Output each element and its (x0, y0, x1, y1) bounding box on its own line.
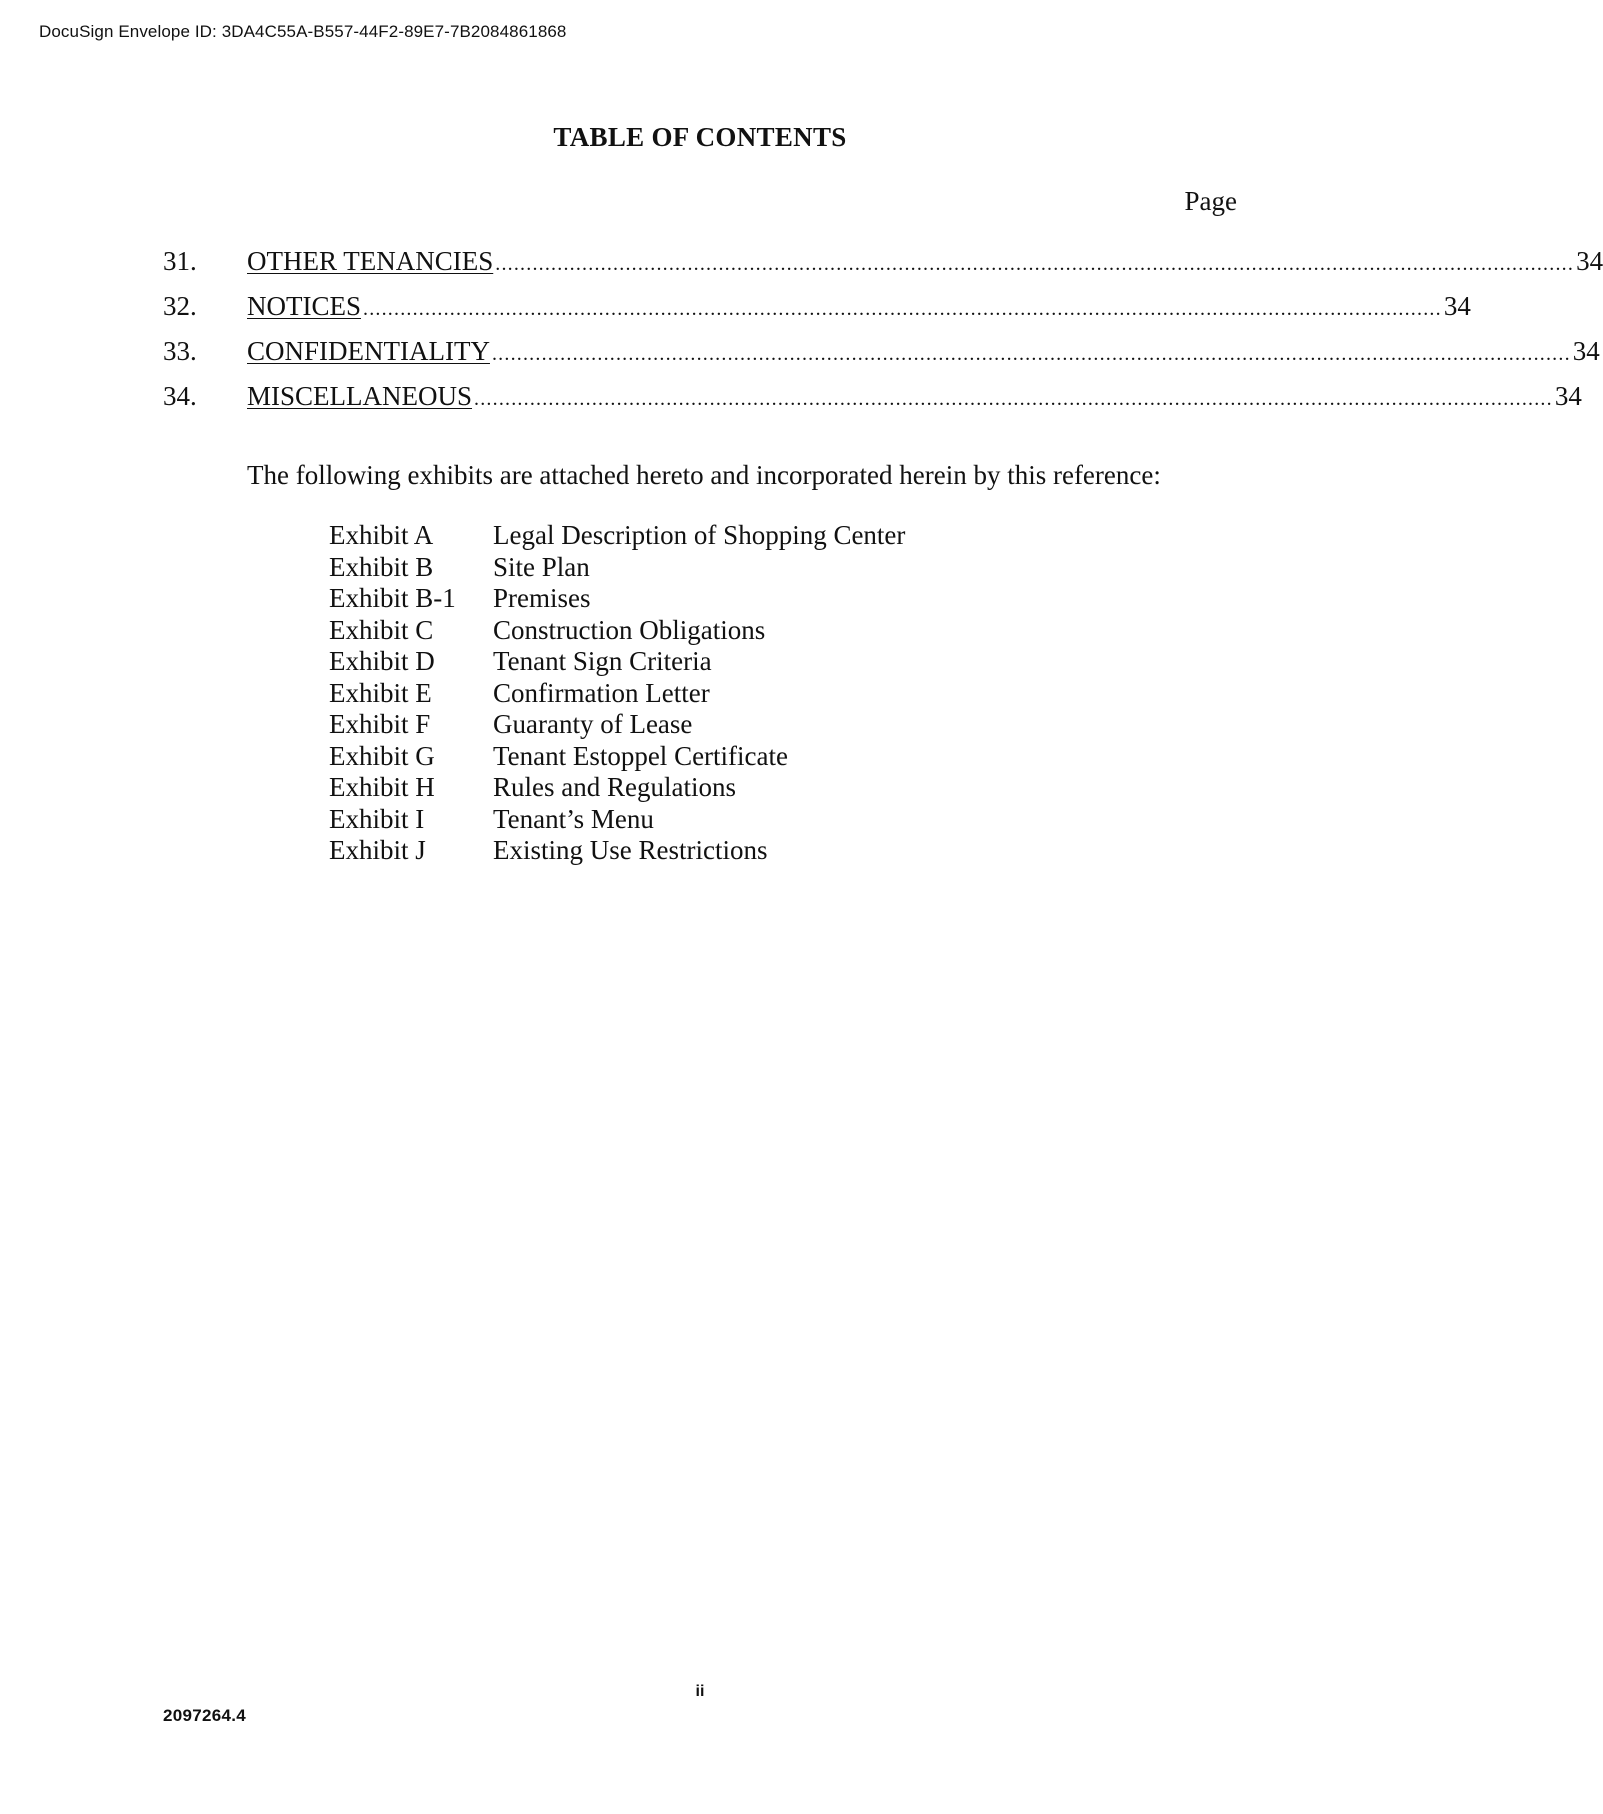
exhibit-description: Existing Use Restrictions (493, 835, 768, 865)
dot-leader: .............................................................................................................................................................................. (363, 298, 1442, 320)
toc-entry-page: 34 (1443, 291, 1471, 321)
exhibit-item (329, 583, 905, 615)
exhibit-description: Tenant Sign Criteria (493, 646, 712, 676)
exhibit-item (329, 741, 905, 773)
toc-entry-number: 34. (163, 381, 197, 411)
exhibit-item (329, 709, 905, 741)
toc-entry-title[interactable]: NOTICES (247, 291, 361, 321)
exhibit-description: Premises (493, 583, 591, 613)
exhibit-label: Exhibit I (329, 803, 425, 834)
toc-entry-page: 34 (1572, 336, 1600, 366)
dot-leader: .............................................................................................................................................................................. (491, 343, 1571, 365)
toc-entry[interactable] (163, 336, 1600, 381)
exhibit-description: Rules and Regulations (493, 772, 736, 802)
exhibit-item (329, 646, 905, 678)
envelope-id: DocuSign Envelope ID: 3DA4C55A-B557-44F2-89E7-7B2084861868 (39, 22, 567, 41)
toc-entry-page: 34 (1576, 246, 1603, 276)
exhibit-description: Site Plan (493, 551, 590, 582)
page-column-label: Page (1184, 186, 1237, 216)
document-number: 2097264.4 (163, 1706, 247, 1725)
exhibit-label: Exhibit A (329, 520, 434, 550)
exhibit-item (329, 804, 905, 836)
exhibit-item (329, 520, 905, 552)
exhibit-description: Tenant’s Menu (493, 803, 654, 834)
exhibit-description: Tenant Estoppel Certificate (493, 740, 788, 771)
exhibit-label: Exhibit B-1 (329, 583, 456, 613)
exhibit-label: Exhibit D (329, 646, 435, 676)
exhibit-label: Exhibit F (329, 709, 431, 739)
exhibit-item (329, 615, 905, 647)
exhibit-description: Legal Description of Shopping Center (493, 520, 906, 550)
toc-entry-title[interactable]: CONFIDENTIALITY (247, 336, 490, 366)
exhibit-label: Exhibit G (329, 740, 435, 771)
dot-leader: .............................................................................................................................................................................. (474, 388, 1553, 410)
dot-leader: .............................................................................................................................................................................. (495, 253, 1575, 275)
exhibit-description: Construction Obligations (493, 614, 766, 645)
toc-entry[interactable] (163, 246, 1603, 291)
exhibit-label: Exhibit C (329, 614, 434, 645)
toc-entry-number: 32. (163, 291, 197, 321)
exhibit-description: Confirmation Letter (493, 677, 710, 708)
exhibit-list (329, 520, 905, 867)
page-number: ii (695, 1683, 705, 1700)
toc-entry-title[interactable]: OTHER TENANCIES (247, 246, 494, 276)
toc-entry-title[interactable]: MISCELLANEOUS (247, 381, 473, 411)
exhibit-item (329, 835, 905, 867)
toc-list (163, 246, 1603, 426)
exhibits-intro: The following exhibits are attached hereto and incorporated herein by this reference: (247, 460, 1161, 490)
toc-entry-page: 34 (1554, 381, 1582, 411)
toc-entry[interactable] (163, 291, 1471, 336)
exhibit-item (329, 678, 905, 710)
toc-entry-number: 33. (163, 336, 197, 366)
exhibit-item (329, 772, 905, 804)
toc-entry[interactable] (163, 381, 1582, 426)
exhibit-item (329, 552, 905, 584)
exhibit-label: Exhibit E (329, 677, 432, 708)
exhibit-description: Guaranty of Lease (493, 709, 693, 739)
toc-entry-number: 31. (163, 246, 197, 276)
exhibit-label: Exhibit B (329, 551, 434, 582)
exhibit-label: Exhibit J (329, 835, 426, 865)
page-title: TABLE OF CONTENTS (553, 122, 847, 152)
exhibit-label: Exhibit H (329, 772, 435, 802)
